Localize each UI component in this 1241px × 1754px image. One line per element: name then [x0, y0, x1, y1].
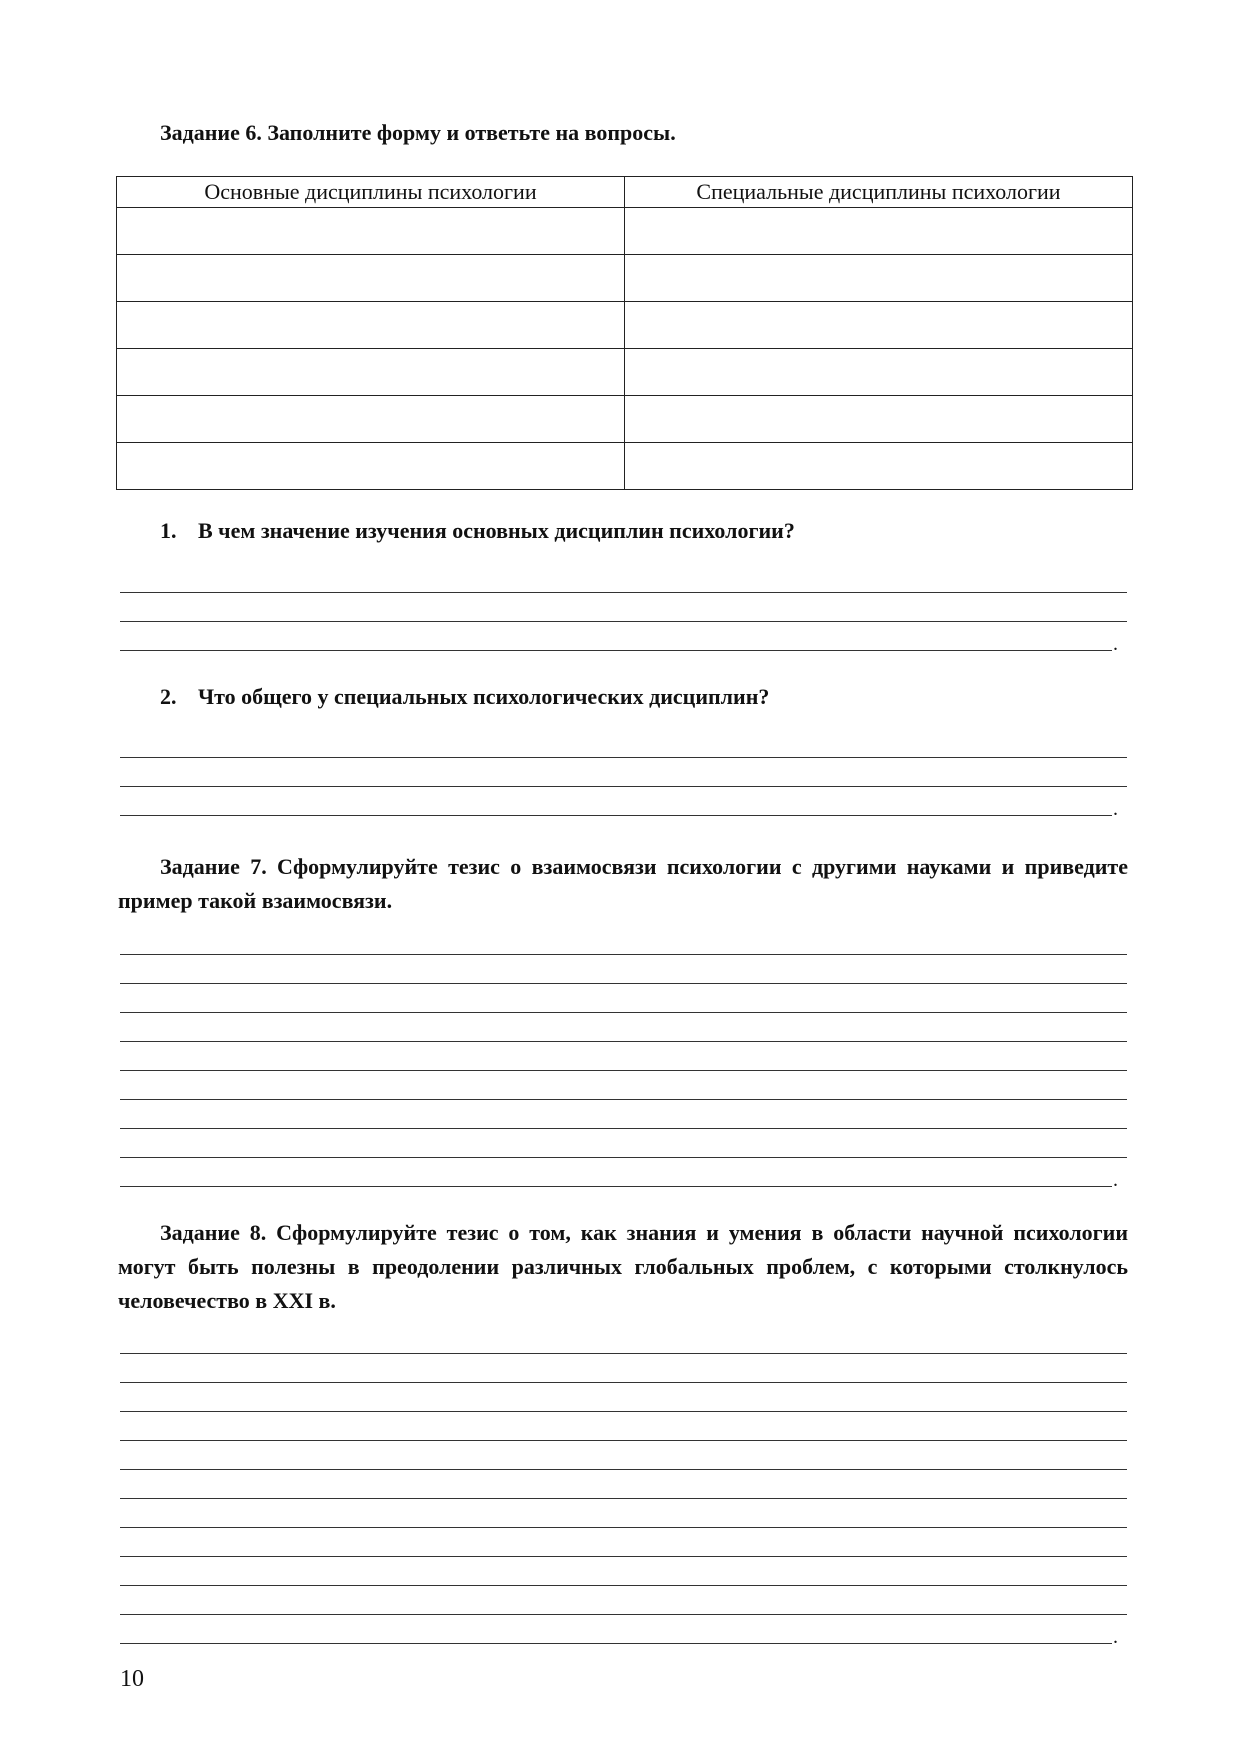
answer-line[interactable]: [120, 1128, 1127, 1129]
blank-cell[interactable]: [117, 349, 625, 396]
table-row: [117, 208, 1133, 255]
answer-line[interactable]: [120, 815, 1112, 816]
line-end-period: .: [1113, 798, 1118, 820]
question-text: В чем значение изучения основных дисциплин психологии?: [198, 518, 795, 543]
page-number: 10: [120, 1666, 144, 1692]
question-number: 2.: [160, 684, 177, 709]
table-row: [117, 255, 1133, 302]
answer-line[interactable]: [120, 1099, 1127, 1100]
answer-line[interactable]: [120, 1498, 1127, 1499]
blank-cell[interactable]: [117, 302, 625, 349]
line-end-period: .: [1113, 1626, 1118, 1648]
answer-line[interactable]: [120, 1411, 1127, 1412]
answer-line[interactable]: [120, 1614, 1127, 1615]
blank-cell[interactable]: [625, 302, 1133, 349]
blank-cell[interactable]: [117, 443, 625, 490]
answer-line[interactable]: [120, 1186, 1112, 1187]
blank-cell[interactable]: [117, 396, 625, 443]
table-header-row: [117, 177, 1133, 208]
answer-line[interactable]: [120, 1382, 1127, 1383]
blank-cell[interactable]: [117, 208, 625, 255]
answer-line[interactable]: [120, 1157, 1127, 1158]
disciplines-form-table: [116, 176, 1133, 490]
blank-cell[interactable]: [625, 208, 1133, 255]
header-special-disciplines: Специальные дисциплины психологии: [625, 177, 1133, 208]
answer-line[interactable]: [120, 983, 1127, 984]
answer-line[interactable]: [120, 1353, 1127, 1354]
table-row: [117, 396, 1133, 443]
answer-line[interactable]: [120, 650, 1112, 651]
blank-cell[interactable]: [625, 396, 1133, 443]
question-text: Что общего у специальных психологических дисциплин?: [198, 684, 770, 709]
answer-line[interactable]: [120, 757, 1127, 758]
blank-cell[interactable]: [625, 349, 1133, 396]
header-basic-disciplines: Основные дисциплины психологии: [117, 177, 625, 208]
answer-line[interactable]: [120, 1527, 1127, 1528]
table-row: [117, 443, 1133, 490]
question-2: [160, 684, 769, 710]
answer-line[interactable]: [120, 1440, 1127, 1441]
answer-line[interactable]: [120, 1070, 1127, 1071]
line-end-period: .: [1113, 633, 1118, 655]
task6-heading: Задание 6. Заполните форму и ответьте на вопросы.: [160, 120, 676, 145]
line-end-period: .: [1113, 1169, 1118, 1191]
question-number: 1.: [160, 518, 177, 543]
table-row: [117, 349, 1133, 396]
answer-line[interactable]: [120, 1556, 1127, 1557]
blank-cell[interactable]: [625, 443, 1133, 490]
answer-line[interactable]: [120, 786, 1127, 787]
answer-line[interactable]: [120, 1041, 1127, 1042]
table-row: [117, 302, 1133, 349]
answer-line[interactable]: [120, 954, 1127, 955]
answer-line[interactable]: [120, 1469, 1127, 1470]
task8-text: Задание 8. Сформулируйте тезис о том, как знания и умения в области научной психологии могут быть полезны в преодолении различных глобальных проблем, с которыми столкнулось человечество в XXI в.: [118, 1220, 1128, 1313]
answer-line[interactable]: [120, 1012, 1127, 1013]
blank-cell[interactable]: [625, 255, 1133, 302]
answer-line[interactable]: [120, 1643, 1112, 1644]
question-1: [160, 518, 795, 544]
answer-line[interactable]: [120, 1585, 1127, 1586]
task7-text: Задание 7. Сформулируйте тезис о взаимосвязи психологии с другими науками и приведите пример такой взаимосвязи.: [118, 854, 1128, 913]
blank-cell[interactable]: [117, 255, 625, 302]
answer-line[interactable]: [120, 621, 1127, 622]
answer-line[interactable]: [120, 592, 1127, 593]
